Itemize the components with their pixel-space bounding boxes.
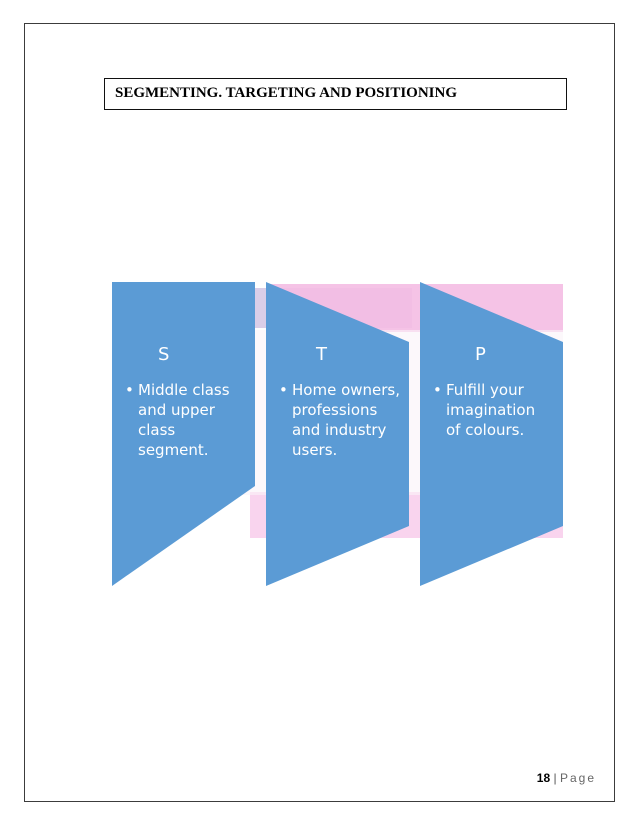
footer-separator: | [553,771,557,785]
page-footer [537,771,596,785]
stp-bullet-s-1: • Middle class and upper class segment. [125,380,250,460]
page-number: 18 [536,771,551,785]
stp-bullets-t [279,380,401,460]
stp-bullets-s [125,380,250,460]
footer-page-label: Page [559,771,596,785]
stp-bullet-p-1: • Fulfill your imagination of colours. [433,380,553,440]
stp-bullets-p [433,380,553,440]
section-heading: SEGMENTING. TARGETING AND POSITIONING [115,85,458,101]
stp-letter-p: P [475,344,486,365]
stp-letter-s: S [158,344,170,365]
stp-letter-t: T [316,344,327,365]
stp-bullet-t-1: • Home owners, professions and industry users. [279,380,401,460]
